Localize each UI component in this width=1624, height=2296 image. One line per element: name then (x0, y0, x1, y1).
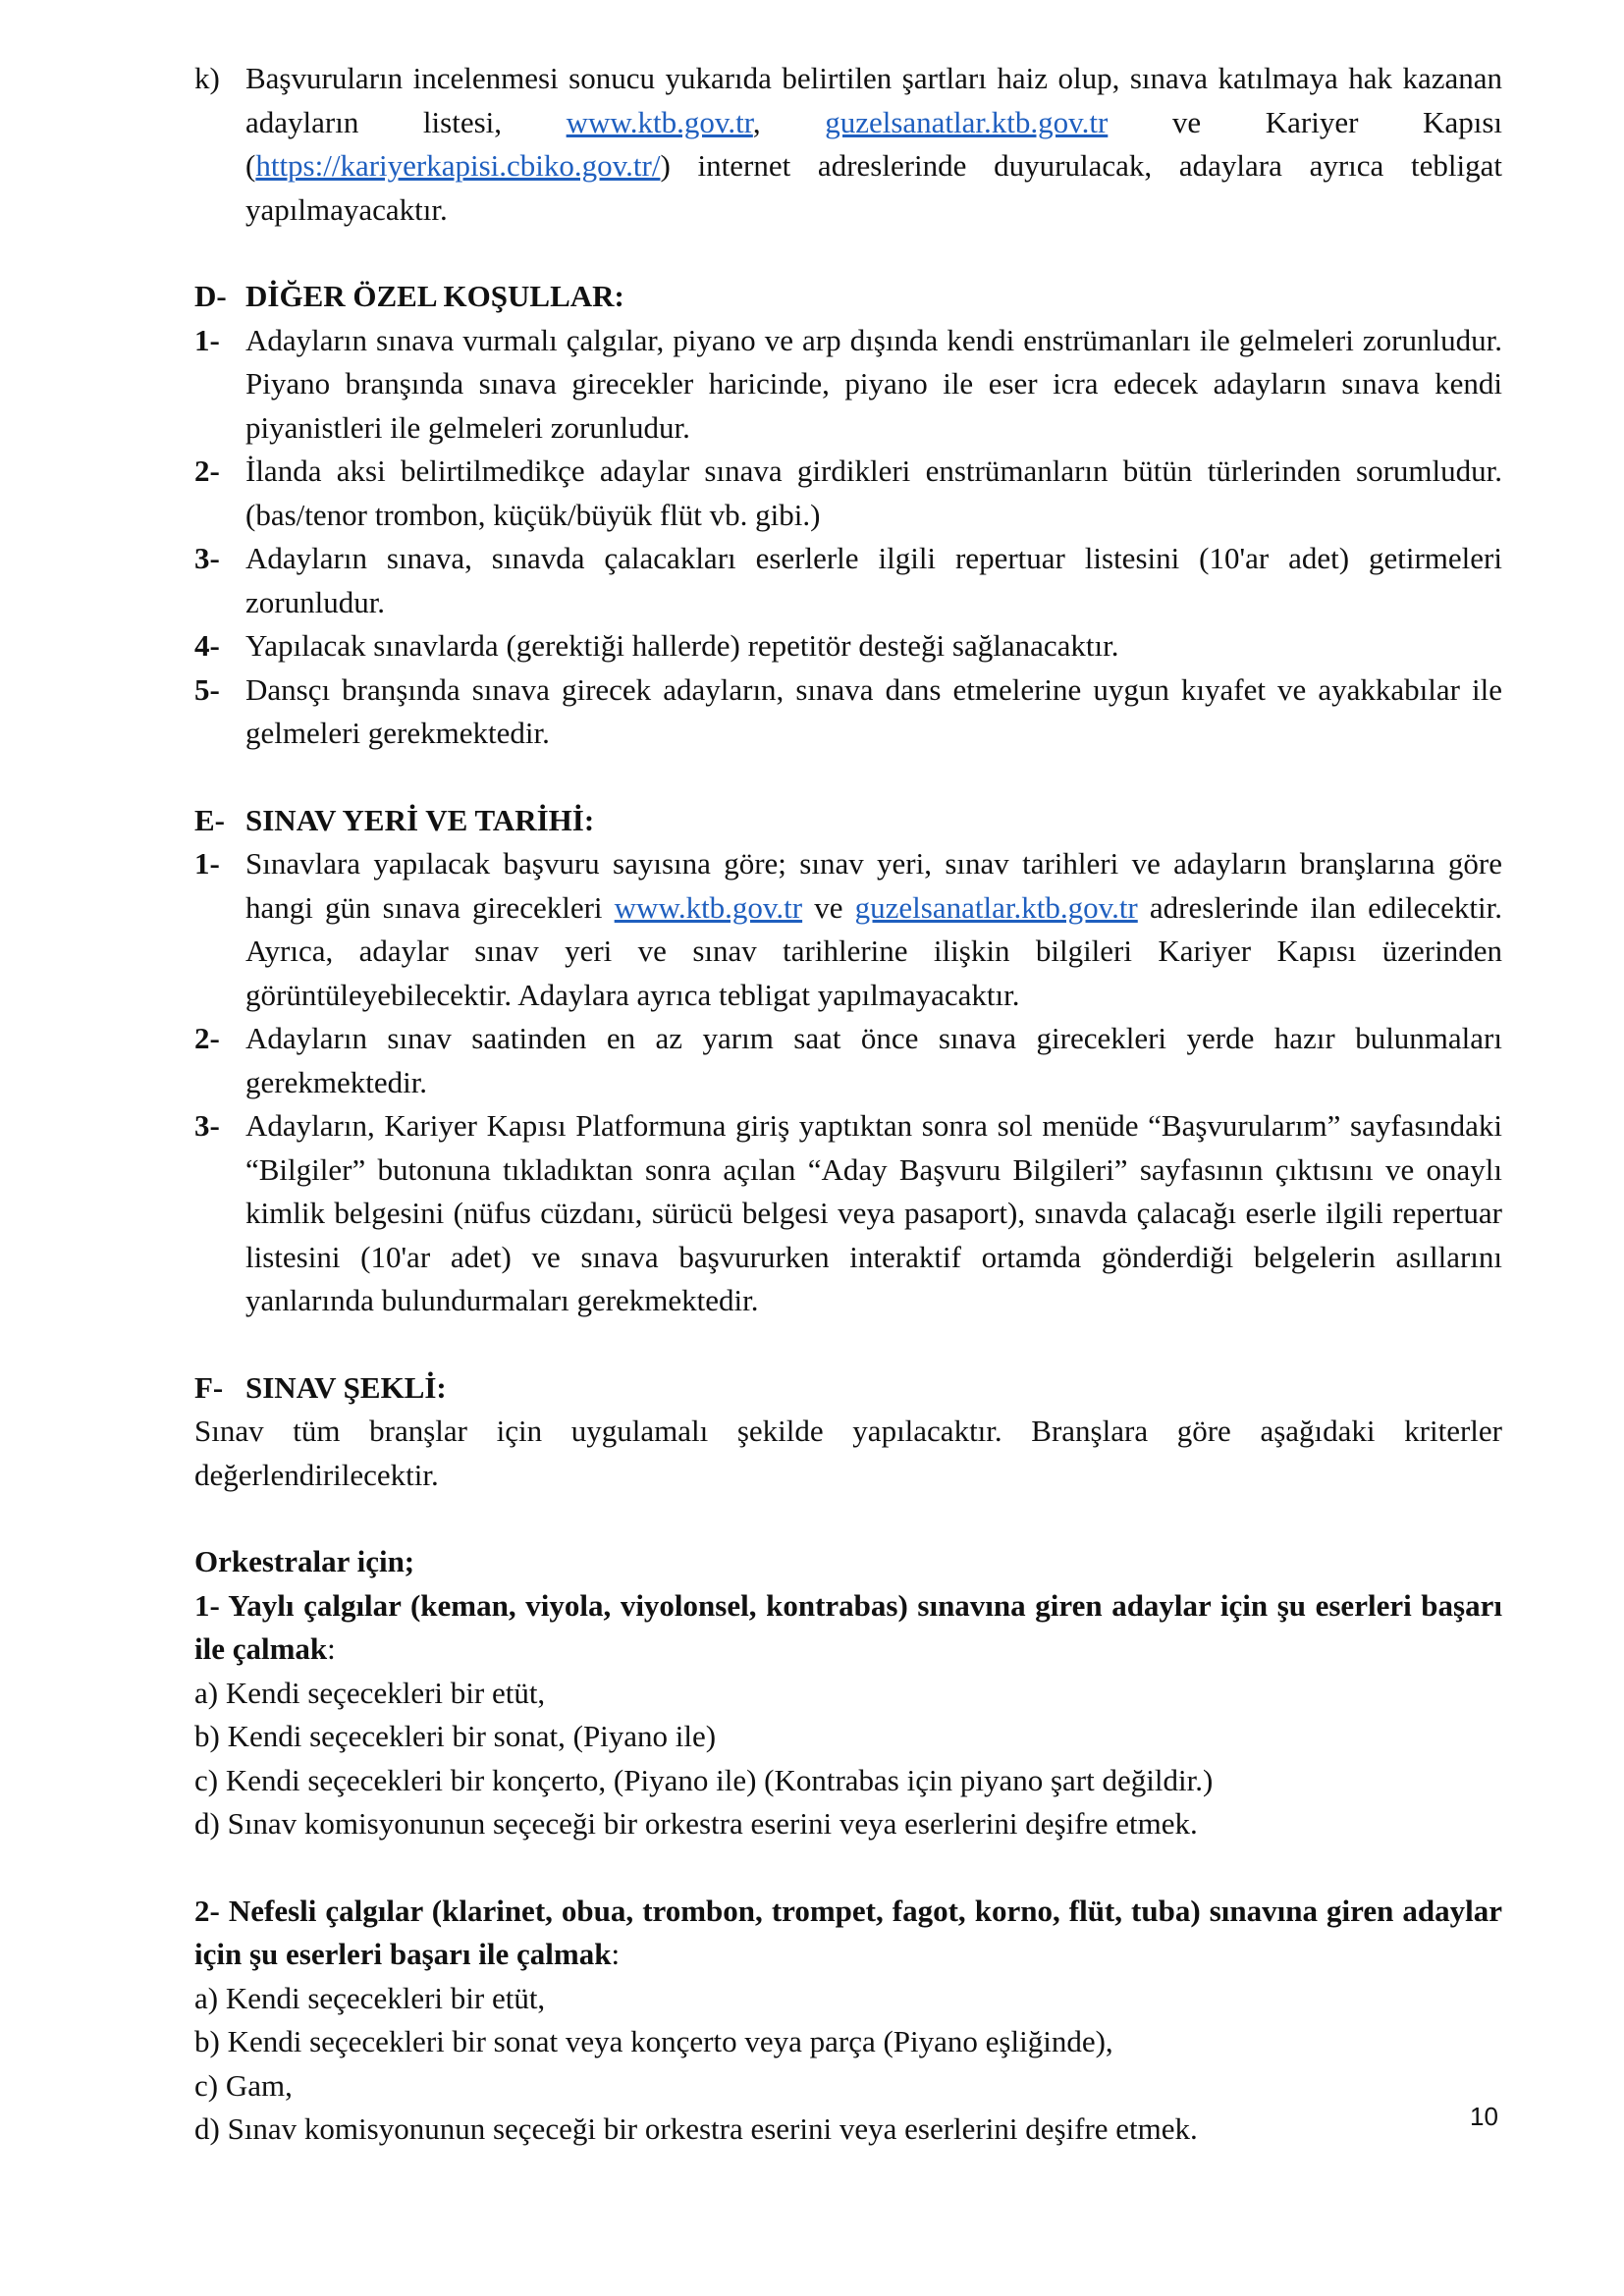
item-text: Dansçı branşında sınava girecek adayların, sınava dans etmelerine uygun kıyafet ve ayakkabılar ile gelmeleri gerekmektedir. (245, 671, 1502, 750)
spacer (194, 232, 1502, 275)
item-number: 3- (194, 1108, 220, 1143)
item-label: k) (194, 61, 220, 95)
item-text (245, 842, 1502, 1017)
list-item (194, 1104, 1502, 1323)
section-f-intro: Sınav tüm branşlar için uygulamalı şekilde yapılacaktır. Branşlara göre aşağıdaki kriterler değerlendirilecektir. (194, 1414, 1502, 1492)
list-item (194, 842, 1502, 1017)
item-text-part: adreslerinde ilan edilecektir. Ayrıca, adaylar sınav yeri ve sınav tarihlerine ilişkin bilgileri Kariyer Kapısı üzerinden görüntüleyebilecektir. Adaylara ayrıca tebligat yapılmayacaktır. (245, 889, 1503, 1012)
spacer (194, 1497, 1502, 1540)
section-letter: F- (194, 1369, 224, 1405)
section-f-heading (194, 1366, 1502, 1411)
item-text: Adayların, Kariyer Kapısı Platformuna giriş yaptıktan sonra sol menüde “Başvurularım” sayfasındaki “Bilgiler” butonuna tıkladıktan sonra açılan “Aday Başvuru Bilgileri” sayfasının çıktısını ve onaylı kimlik belgesini (nüfus cüzdanı, sürücü belgesi veya pasaport), sınavda çalacağı eserle ilgili repertuar listesini (10'ar adet) ve sınava başvururken interaktif ortamda gönderdiği belgelerin asıllarını yanlarında bulundurmaları gerekmektedir. (245, 1108, 1502, 1317)
link-ktb[interactable]: www.ktb.gov.tr (614, 889, 803, 925)
section-letter: E- (194, 802, 225, 837)
strings-item: b) Kendi seçecekleri bir sonat, (Piyano ile) (194, 1719, 717, 1753)
item-text-part: ve Kariyer Kapısı ( (245, 104, 1502, 183)
item-text-part: ve (802, 889, 855, 925)
item-number: 5- (194, 671, 220, 707)
list-item (194, 319, 1502, 451)
item-text-part: Sınavlara yapılacak başvuru sayısına göre; sınav yeri, sınav tarihleri ve adayların branşlarına göre hangi gün sınava girecekleri (245, 846, 1502, 925)
section-title: SINAV YERİ VE TARİHİ: (245, 802, 595, 837)
list-item (194, 624, 1502, 668)
strings-item: d) Sınav komisyonunun seçeceği bir orkestra eserini veya eserlerini deşifre etmek. (194, 1806, 1198, 1841)
strings-heading-colon: : (327, 1631, 336, 1666)
strings-heading-text: 1- Yaylı çalgılar (keman, viyola, viyolonsel, kontrabas) sınavına giren adaylar için şu eserleri başarı ile çalmak (194, 1587, 1502, 1666)
winds-item: d) Sınav komisyonunun seçeceği bir orkestra eserini veya eserlerini deşifre etmek. (194, 2111, 1198, 2146)
winds-item: c) Gam, (194, 2067, 293, 2103)
item-number: 1- (194, 846, 220, 881)
list-item (194, 450, 1502, 537)
item-text-part: ) internet adreslerinde duyurulacak, adaylara ayrıca tebligat yapılmayacaktır. (245, 148, 1502, 227)
item-text: Adayların sınava vurmalı çalgılar, piyano ve arp dışında kendi enstrümanları ile gelmeleri zorunludur. Piyano branşında sınava girecekler haricinde, piyano ile eser icra edecek adayların sınava kendi piyanistleri ile gelmeleri zorunludur. (245, 322, 1502, 445)
winds-heading (194, 1890, 1502, 1977)
item-number: 4- (194, 628, 220, 663)
section-letter: D- (194, 279, 227, 313)
page-number: 10 (1470, 2102, 1498, 2131)
item-number: 3- (194, 541, 220, 575)
item-text: Adayların sınav saatinden en az yarım saat önce sınava girecekleri yerde hazır bulunmaları gerekmektedir. (245, 1021, 1502, 1099)
list-item (194, 668, 1502, 756)
winds-item: a) Kendi seçecekleri bir etüt, (194, 1980, 546, 2015)
document-page (194, 57, 1502, 2152)
link-kariyerkapisi[interactable]: https://kariyerkapisi.cbiko.gov.tr/ (255, 148, 661, 183)
strings-heading (194, 1584, 1502, 1672)
item-number: 2- (194, 1021, 220, 1055)
link-ktb[interactable]: www.ktb.gov.tr (566, 104, 753, 139)
item-text (245, 57, 1502, 232)
link-guzelsanatlar[interactable]: guzelsanatlar.ktb.gov.tr (825, 104, 1109, 139)
winds-heading-text: 2- Nefesli çalgılar (klarinet, obua, trombon, trompet, fagot, korno, flüt, tuba) sınavına giren adaylar için şu eserleri başarı ile çalmak (194, 1893, 1502, 1971)
strings-item: a) Kendi seçecekleri bir etüt, (194, 1675, 546, 1710)
list-item (194, 537, 1502, 624)
item-text: Yapılacak sınavlarda (gerektiği hallerde) repetitör desteği sağlanacaktır. (245, 628, 1119, 663)
spacer (194, 756, 1502, 799)
winds-item: b) Kendi seçecekleri bir sonat veya konçerto veya parça (Piyano eşliğinde), (194, 2024, 1113, 2058)
section-title: SINAV ŞEKLİ: (245, 1369, 447, 1405)
orchestra-title: Orkestralar için; (194, 1544, 415, 1578)
spacer (194, 1846, 1502, 1890)
section-e-heading (194, 799, 1502, 843)
link-guzelsanatlar[interactable]: guzelsanatlar.ktb.gov.tr (854, 889, 1138, 925)
spacer (194, 1323, 1502, 1366)
item-text: İlanda aksi belirtilmedikçe adaylar sınava girdikleri enstrümanların bütün türlerinden sorumludur. (bas/tenor trombon, küçük/büyük flüt vb. gibi.) (245, 454, 1502, 532)
item-number: 2- (194, 454, 220, 488)
section-d-heading (194, 275, 1502, 319)
item-text: Adayların sınava, sınavda çalacakları eserlerle ilgili repertuar listesini (10'ar adet) getirmeleri zorunludur. (245, 541, 1502, 619)
item-text-part: Başvuruların incelenmesi sonucu yukarıda belirtilen şartları haiz olup, sınava katılmaya hak kazanan adayların listesi, (245, 61, 1502, 139)
section-title: DİĞER ÖZEL KOŞULLAR: (245, 279, 624, 313)
item-number: 1- (194, 322, 220, 357)
list-item (194, 1017, 1502, 1104)
strings-item: c) Kendi seçecekleri bir konçerto, (Piyano ile) (Kontrabas için piyano şart değildir.) (194, 1762, 1214, 1797)
list-item-k (194, 57, 1502, 232)
winds-heading-colon: : (611, 1937, 621, 1971)
item-text-part: , (752, 104, 826, 139)
